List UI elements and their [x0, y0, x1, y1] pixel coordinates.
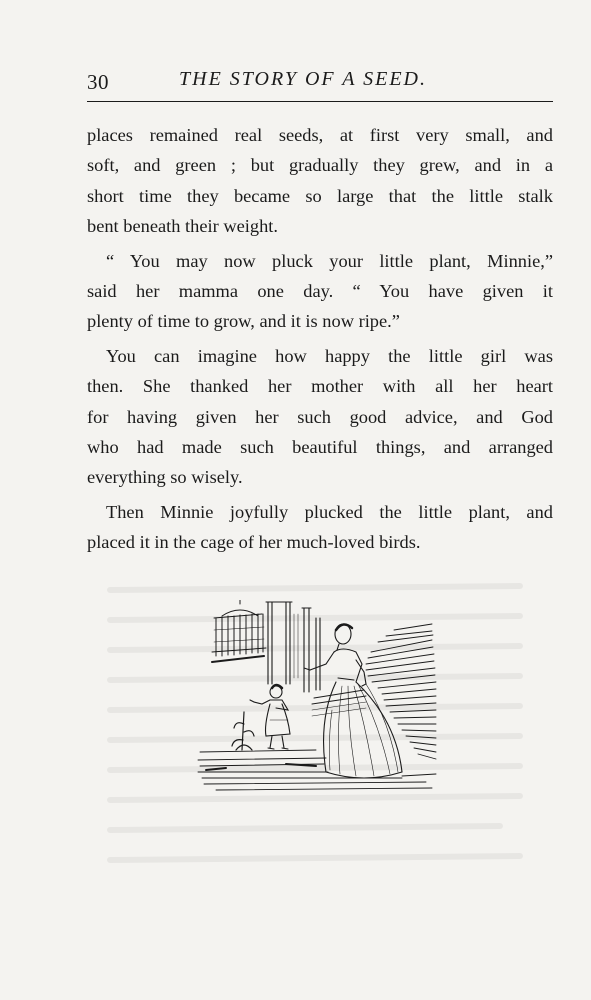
running-title: THE STORY OF A SEED.	[179, 68, 427, 90]
text-line: placed it in the cage of her much-loved birds.	[87, 532, 421, 553]
text-line: places remained real seeds, at first very small, and	[87, 125, 553, 145]
paragraph-4	[87, 497, 553, 558]
paragraph-2	[87, 246, 553, 337]
text-line: “ You may now pluck your little plant, Minnie,”	[106, 250, 553, 271]
text-line: who had made such beautiful things, and arranged	[87, 437, 553, 458]
text-line: plenty of time to grow, and it is now ripe.”	[87, 311, 400, 332]
text-line: then. She thanked her mother with all her heart	[87, 376, 553, 397]
page-header	[87, 66, 553, 100]
text-line: for having given her such good advice, and God	[87, 406, 553, 427]
body-text	[87, 120, 553, 562]
header-rule	[87, 101, 553, 102]
text-line: You can imagine how happy the little girl was	[106, 345, 553, 366]
engraving-mother-daughter-birdcage-icon	[196, 600, 438, 796]
text-line: everything so wisely.	[87, 467, 243, 488]
text-line: short time they became so large that the little stalk	[87, 185, 553, 206]
page-number: 30	[87, 70, 109, 94]
text-line: bent beneath their weight.	[87, 216, 278, 237]
text-line: soft, and green ; but gradually they grew, and in a	[87, 155, 553, 176]
paragraph-1	[87, 120, 553, 242]
text-line: Then Minnie joyfully plucked the little plant, and	[106, 501, 553, 522]
text-line: said her mamma one day. “ You have given it	[87, 281, 553, 302]
paragraph-3	[87, 341, 553, 493]
